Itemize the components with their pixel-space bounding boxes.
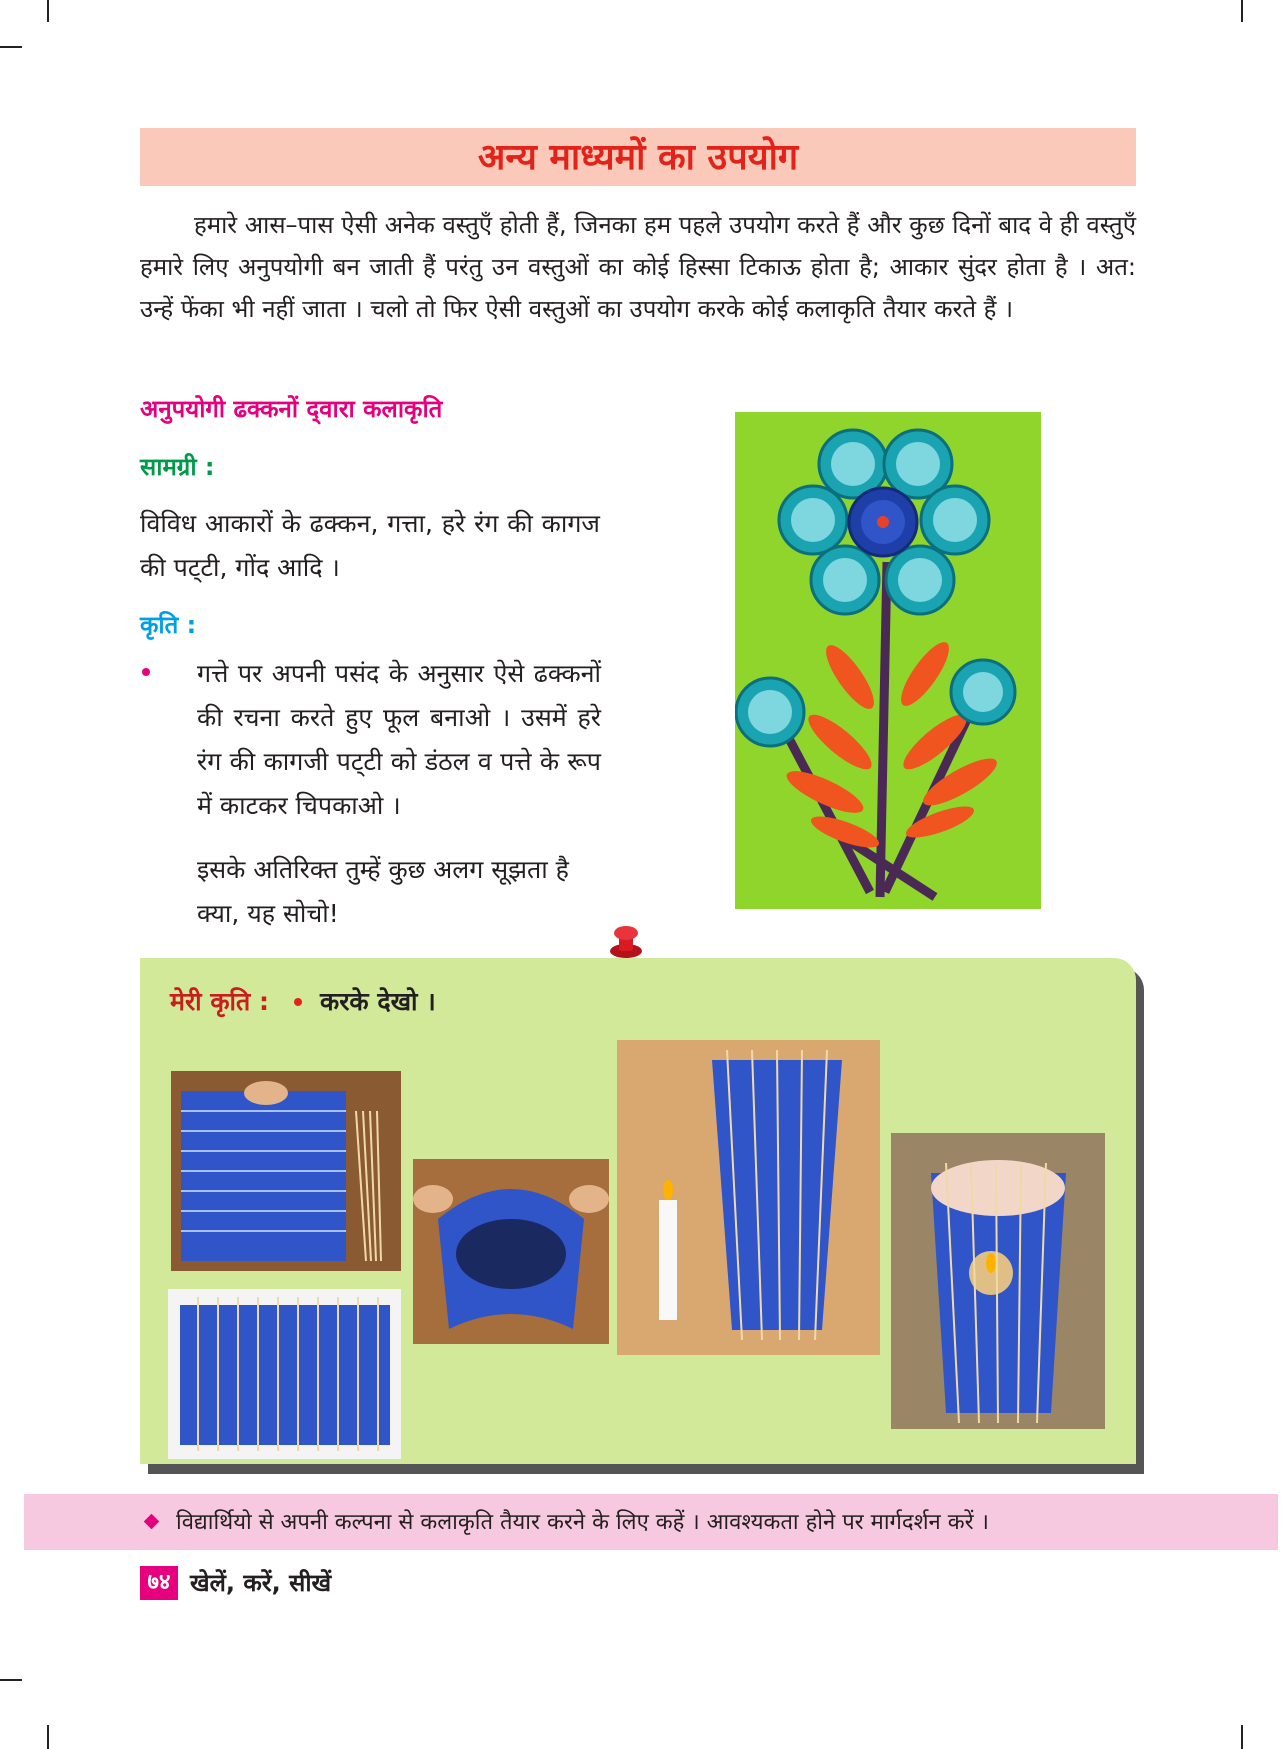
intro-paragraph: हमारे आस–पास ऐसी अनेक वस्तुएँ होती हैं, जिनका हम पहले उपयोग करते हैं और कुछ दिनों बाद वे ही वस्तुएँ हमारे लिए अनुपयोगी बन जाती हैं परंतु उन वस्तुओं का कोई हिस्सा टिकाऊ होता है; आकार सुंदर होता है । अत: उन्हें फेंका भी नहीं जाता । चलो तो फिर ऐसी वस्तुओं का उपयोग करके कोई कलाकृति तैयार करते हैं । [140, 211, 1136, 323]
bullet-icon [142, 668, 150, 676]
title-band [140, 128, 1136, 186]
crop-mark [47, 1725, 49, 1749]
weaving-photo-1 [171, 1071, 401, 1271]
page-title: अन्य माध्यमों का उपयोग [477, 136, 799, 178]
think-prompt: इसके अतिरिक्त तुम्हें कुछ अलग सूझता है क्या, यह सोचो! [197, 855, 569, 928]
panel-label: मेरी कृति : [170, 987, 269, 1016]
crop-mark [1241, 1725, 1243, 1749]
activity-subheading: अनुपयोगी ढक्कनों द्‌वारा कलाकृति [140, 395, 443, 423]
panel-cta: करके देखो । [320, 987, 436, 1016]
method-label: कृति : [140, 611, 197, 639]
weaving-photo-2 [168, 1289, 401, 1459]
crop-mark [1241, 0, 1243, 22]
bottle-cap-flower-image [735, 412, 1041, 909]
crop-mark [0, 46, 22, 48]
crop-mark [0, 1679, 22, 1681]
teacher-note: विद्यार्थियो से अपनी कल्पना से कलाकृति तैयार करने के लिए कहें । आवश्यकता होने पर मार्गदर्शन करें । [176, 1510, 989, 1535]
crop-mark [47, 0, 49, 22]
book-title: खेलें, करें, सीखें [190, 1569, 332, 1597]
materials-label: सामग्री : [140, 453, 215, 481]
weaving-photo-5 [891, 1133, 1105, 1429]
page-number: ७४ [140, 1566, 178, 1600]
materials-text: विविध आकारों के ढक्कन, गत्ता, हरे रंग की कागज की पट्‌टी, गोंद आदि । [140, 509, 600, 582]
weaving-photo-4 [617, 1040, 880, 1355]
weaving-photo-3 [413, 1159, 609, 1344]
bullet-icon [294, 998, 302, 1006]
method-steps: गत्ते पर अपनी पसंद के अनुसार ऐसे ढक्कनों की रचना करते हुए फूल बनाओ । उसमें हरे रंग की कागजी पट्‌टी को डंठल व पत्ते के रूप में काटकर चिपकाओ । [197, 659, 601, 820]
activity-panel [140, 958, 1136, 1464]
